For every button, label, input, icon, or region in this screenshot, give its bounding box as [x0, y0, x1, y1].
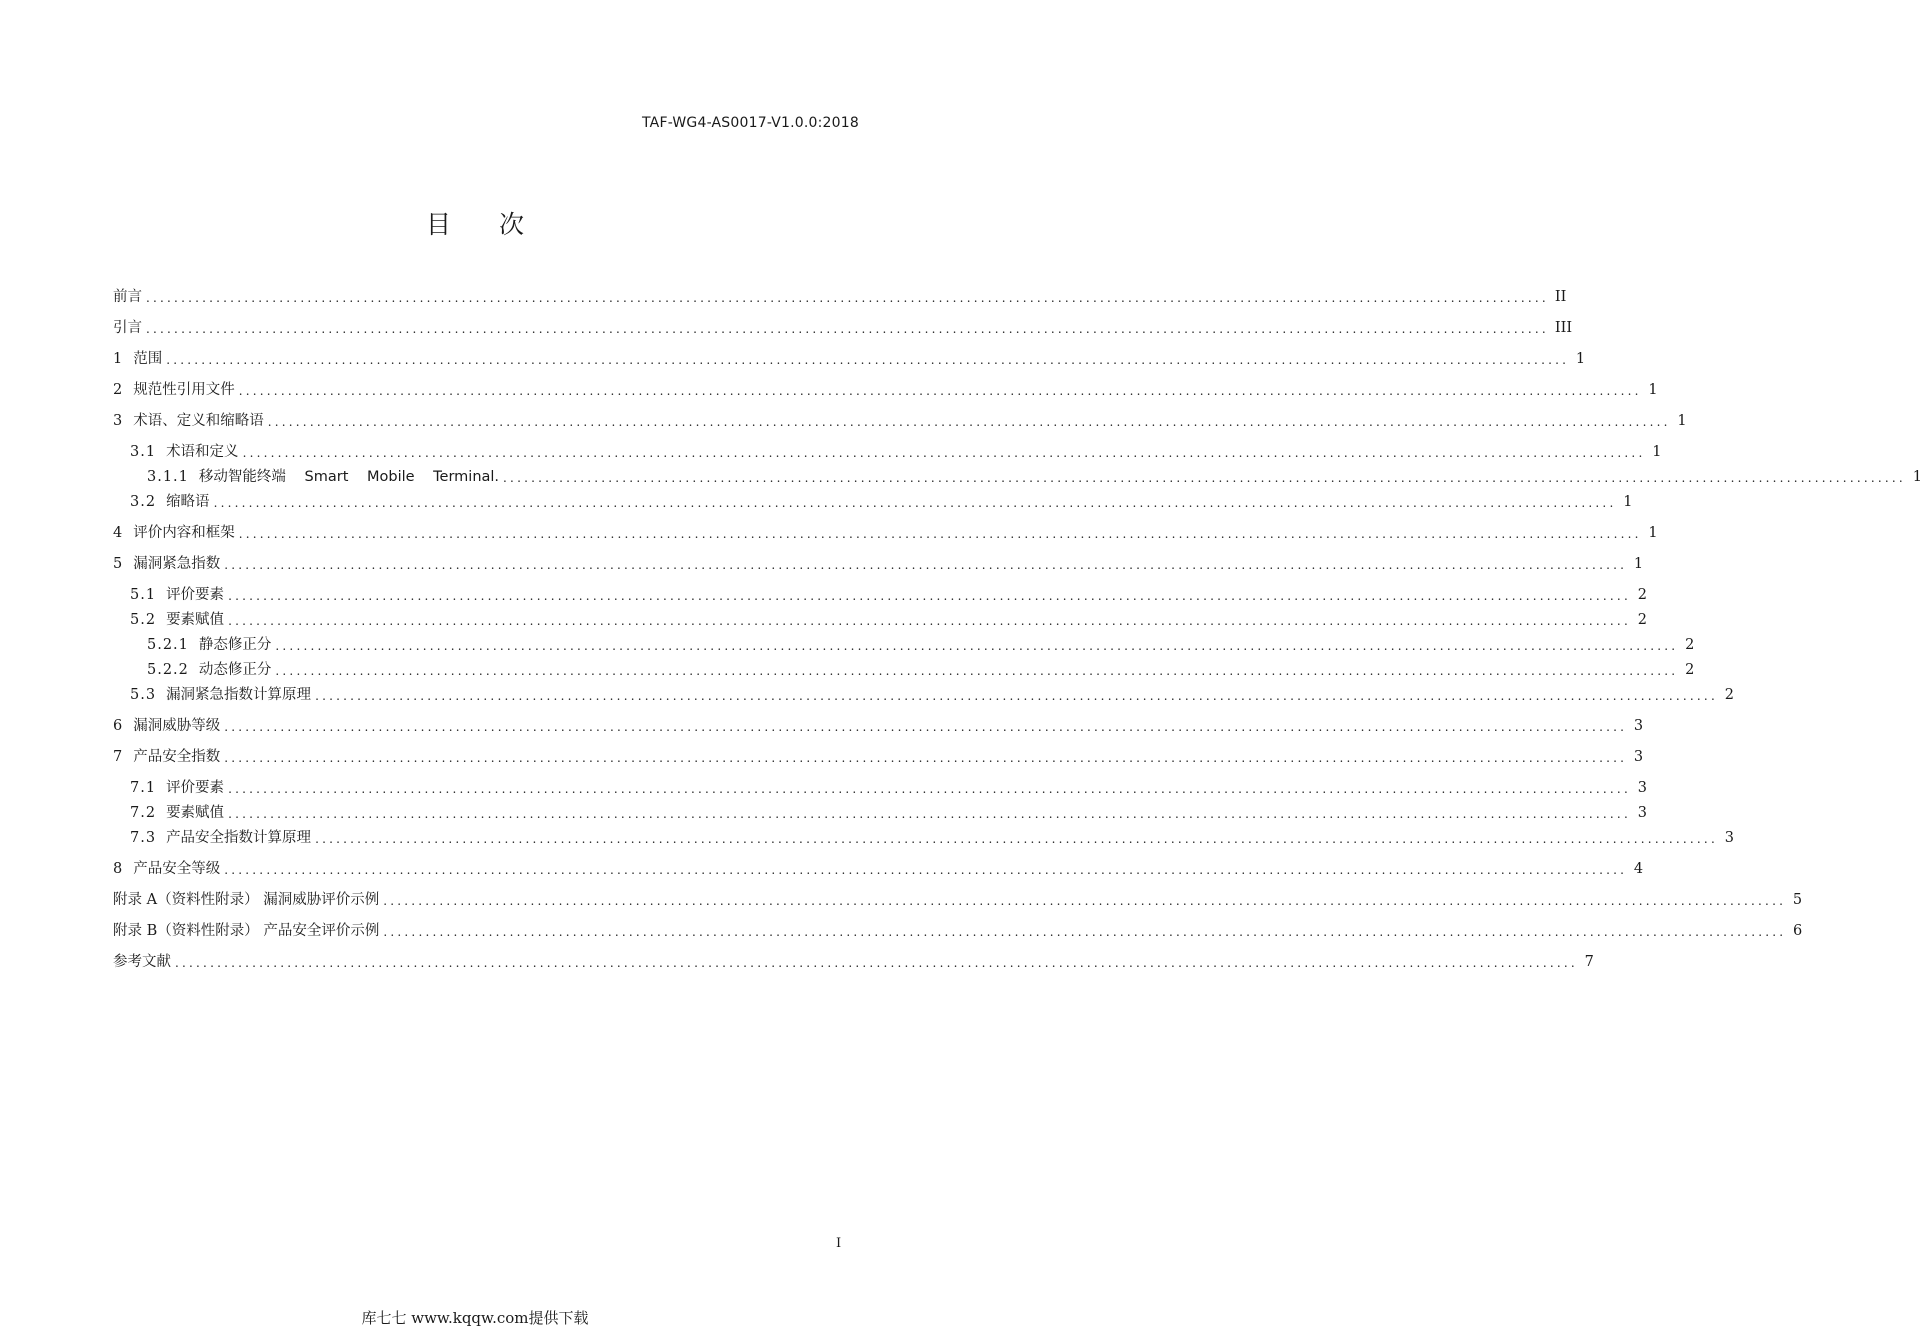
toc-entry-page: 2: [1724, 687, 1734, 703]
toc-entry-number: 3: [113, 413, 124, 429]
toc-entry-label: 附录 A（资料性附录） 漏洞威胁评价示例: [113, 892, 380, 908]
toc-entry-page: 1: [1575, 351, 1586, 367]
toc-entry-page: 1: [1912, 469, 1922, 485]
toc-leader-dots: ........................................................................................................................................................................................................: [267, 415, 1671, 429]
toc-leader-dots: ........................................................................................................................................................................................................: [224, 863, 1628, 877]
toc-leader-dots: ........................................................................................................................................................................................................: [228, 614, 1631, 628]
toc-entry-label: 产品安全等级: [133, 861, 221, 877]
toc-entry-page: 1: [1648, 525, 1658, 541]
toc-entry-number: 5.3: [130, 687, 157, 703]
toc-entry-label: 要素赋值: [166, 612, 225, 628]
footer-watermark: 库七七 www.kqqw.com提供下载: [361, 1309, 589, 1327]
toc-entry[interactable]: [113, 522, 1658, 544]
toc-entry-label: 漏洞威胁等级: [133, 718, 221, 734]
toc-entry-number: 5.2: [130, 612, 157, 628]
toc-entry[interactable]: [113, 858, 1644, 880]
toc-entry[interactable]: [113, 746, 1644, 768]
toc-entry-label: 前言: [113, 289, 142, 305]
toc-entry-label: 要素赋值: [166, 805, 225, 821]
toc-entry[interactable]: [113, 920, 1803, 942]
toc-entry-page: 3: [1633, 718, 1644, 734]
page-title: 目次: [425, 210, 572, 239]
toc-entry-page: 2: [1685, 662, 1695, 678]
toc-entry-number: 3.1.1: [147, 469, 189, 485]
toc-entry-number: 3.2: [130, 494, 157, 510]
toc-leader-dots: ........................................................................................................................................................................................................: [228, 589, 1631, 603]
toc-entry[interactable]: [130, 441, 1662, 463]
toc-entry-page: 2: [1637, 612, 1647, 628]
toc-entry-number: 5.1: [130, 587, 157, 603]
toc-entry-page: 3: [1633, 749, 1644, 765]
toc-entry-label: 静态修正分: [198, 637, 272, 653]
toc-entry-number: 7: [113, 749, 124, 765]
toc-leader-dots: ........................................................................................................................................................................................................: [383, 925, 1787, 939]
toc-entry-page: 1: [1623, 494, 1633, 510]
toc-entry-number: 7.2: [130, 805, 157, 821]
toc-entry-label: 范围: [133, 351, 163, 367]
toc-entry-number: 7.3: [130, 830, 157, 846]
toc-leader-dots: ........................................................................................................................................................................................................: [503, 471, 1906, 485]
toc-entry-page: III: [1554, 320, 1573, 336]
toc-entry[interactable]: [113, 410, 1687, 432]
toc-leader-dots: ........................................................................................................................................................................................................: [146, 291, 1549, 305]
toc-entry-number: 4: [113, 525, 124, 541]
toc-entry[interactable]: [113, 553, 1644, 575]
toc-entry-page: 3: [1637, 805, 1647, 821]
toc-leader-dots: ........................................................................................................................................................................................................: [175, 956, 1578, 970]
toc-leader-dots: ........................................................................................................................................................................................................: [166, 353, 1570, 367]
toc-entry-page: 6: [1793, 923, 1803, 939]
toc-entry-label: 漏洞紧急指数计算原理: [166, 687, 312, 703]
toc-entry-label: 移动智能终端 Smart Mobile Terminal.: [198, 469, 500, 485]
toc-entry-number: 8: [113, 861, 124, 877]
toc-entry-number: 5.2.2: [147, 662, 189, 678]
toc-leader-dots: ........................................................................................................................................................................................................: [275, 639, 1679, 653]
toc-entry-label: 参考文献: [113, 954, 171, 970]
toc-entry-label: 评价内容和框架: [133, 525, 235, 541]
toc-leader-dots: ........................................................................................................................................................................................................: [224, 558, 1628, 572]
toc-entry-label: 术语、定义和缩略语: [133, 413, 264, 429]
toc-entry[interactable]: [130, 684, 1734, 706]
toc-entry-label: 引言: [113, 320, 142, 336]
toc-entry-page: 2: [1685, 637, 1695, 653]
toc-entry-label: 漏洞紧急指数: [133, 556, 221, 572]
document-id: TAF-WG4-AS0017-V1.0.0:2018: [642, 115, 859, 131]
toc-leader-dots: ........................................................................................................................................................................................................: [213, 496, 1617, 510]
toc-leader-dots: ........................................................................................................................................................................................................: [238, 384, 1642, 398]
toc-entry-label: 评价要素: [166, 587, 225, 603]
toc-entry[interactable]: [113, 348, 1586, 370]
toc-entry[interactable]: [147, 634, 1695, 656]
toc-entry[interactable]: [113, 715, 1644, 737]
toc-leader-dots: ........................................................................................................................................................................................................: [224, 720, 1628, 734]
toc-entry[interactable]: [130, 584, 1647, 606]
toc-entry[interactable]: [113, 951, 1594, 973]
toc-entry-number: 5.2.1: [147, 637, 189, 653]
toc-entry-number: 1: [113, 351, 124, 367]
toc-leader-dots: ........................................................................................................................................................................................................: [315, 832, 1718, 846]
toc-entry-number: 7.1: [130, 780, 157, 796]
toc-entry[interactable]: [147, 659, 1695, 681]
toc-entry[interactable]: [147, 466, 1922, 488]
toc-leader-dots: ........................................................................................................................................................................................................: [224, 751, 1628, 765]
toc-entry[interactable]: [130, 609, 1647, 631]
toc-entry-page: 7: [1584, 954, 1594, 970]
toc-entry-number: 2: [113, 382, 124, 398]
toc-entry[interactable]: [113, 379, 1658, 401]
toc-entry-page: 1: [1633, 556, 1644, 572]
toc-entry-page: 3: [1724, 830, 1734, 846]
toc-leader-dots: ........................................................................................................................................................................................................: [146, 322, 1549, 336]
page-number: I: [836, 1236, 842, 1251]
toc-entry-page: 1: [1652, 444, 1662, 460]
toc-entry-page: II: [1554, 289, 1567, 305]
toc-leader-dots: ........................................................................................................................................................................................................: [228, 782, 1631, 796]
toc-entry-page: 1: [1648, 382, 1658, 398]
toc-entry-label: 动态修正分: [198, 662, 272, 678]
toc-entry[interactable]: [130, 777, 1647, 799]
toc-entry-page: 2: [1637, 587, 1647, 603]
toc-entry-label: 规范性引用文件: [133, 382, 235, 398]
toc-entry-label: 术语和定义: [166, 444, 239, 460]
toc-entry[interactable]: [130, 827, 1734, 849]
toc-leader-dots: ........................................................................................................................................................................................................: [383, 894, 1787, 908]
toc-leader-dots: ........................................................................................................................................................................................................: [315, 689, 1718, 703]
toc-entry-label: 附录 B（资料性附录） 产品安全评价示例: [113, 923, 380, 939]
toc-entry[interactable]: [113, 889, 1803, 911]
toc-entry-label: 评价要素: [166, 780, 225, 796]
toc-entry-label: 产品安全指数计算原理: [166, 830, 312, 846]
toc-entry-page: 3: [1637, 780, 1647, 796]
toc-entry[interactable]: [130, 802, 1647, 824]
toc-entry-label: 缩略语: [166, 494, 210, 510]
toc-entry-page: 1: [1677, 413, 1687, 429]
toc-entry-page: 4: [1633, 861, 1644, 877]
toc-entry-number: 5: [113, 556, 124, 572]
toc-leader-dots: ........................................................................................................................................................................................................: [228, 807, 1631, 821]
toc-entry[interactable]: [113, 317, 1573, 339]
toc-entry-number: 3.1: [130, 444, 157, 460]
toc-leader-dots: ........................................................................................................................................................................................................: [242, 446, 1646, 460]
toc-entry-number: 6: [113, 718, 124, 734]
toc-leader-dots: ........................................................................................................................................................................................................: [275, 664, 1679, 678]
toc-leader-dots: ........................................................................................................................................................................................................: [238, 527, 1642, 541]
toc-entry-page: 5: [1792, 892, 1803, 908]
toc-entry[interactable]: [130, 491, 1633, 513]
toc-entry-label: 产品安全指数: [133, 749, 221, 765]
toc-entry[interactable]: [113, 286, 1567, 308]
